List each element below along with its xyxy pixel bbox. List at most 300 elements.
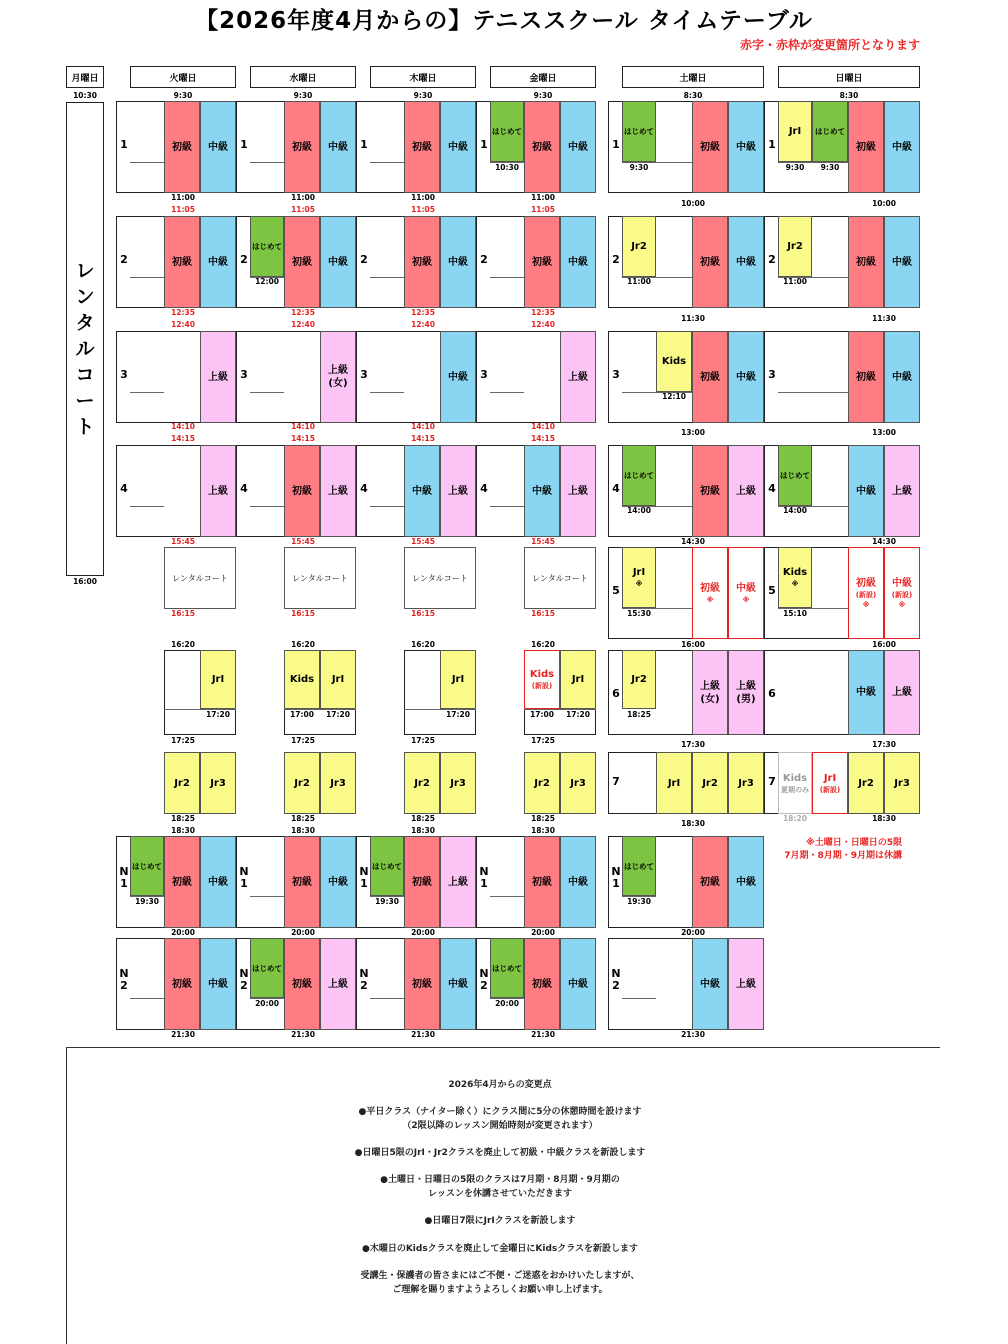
class-label: Jr2: [702, 777, 718, 789]
class-cell-rental: [164, 547, 236, 609]
class-cell-jr3: [884, 752, 920, 814]
time-label: 20:00: [171, 928, 195, 937]
class-label: 上級: [448, 876, 468, 888]
class-label: JrⅠ: [211, 674, 225, 685]
class-cell-sho: [524, 101, 560, 193]
class-label: 中級: [568, 876, 588, 888]
time-label: 15:10: [783, 609, 807, 618]
time-label: 16:20: [531, 640, 555, 649]
class-sublabel: ※: [898, 600, 906, 609]
class-cell-sho: [284, 836, 320, 928]
class-label: 中級: [328, 876, 348, 888]
class-label: 上級: [208, 485, 228, 497]
class-cell-kids: [778, 547, 812, 608]
class-cell-sho: [848, 547, 884, 639]
time-label: 20:00: [681, 928, 705, 937]
time-label: 14:00: [783, 506, 807, 515]
time-label: 18:25: [411, 814, 435, 823]
time-label: 12:40: [171, 320, 195, 329]
class-cell-jo: [560, 445, 596, 537]
class-label: 上級: [736, 485, 756, 497]
row-divider: [370, 392, 404, 393]
period-number: 4: [240, 482, 248, 495]
class-cell-beg: [778, 445, 812, 506]
time-label: 14:15: [411, 434, 435, 443]
period-number: N 1: [479, 865, 489, 890]
period-number: 2: [360, 253, 368, 266]
class-label: 上級 (男): [736, 680, 756, 705]
class-cell-chu: [884, 547, 920, 639]
class-label: 上級 (女): [328, 365, 348, 389]
class-sublabel: (新設): [855, 590, 877, 599]
class-cell-beg: [622, 445, 656, 506]
class-cell-jr2: [404, 752, 440, 814]
period-number: 4: [120, 482, 128, 495]
time-label: 18:30: [872, 814, 896, 823]
class-cell-chu: [320, 836, 356, 928]
class-cell-jo: [200, 445, 236, 537]
class-label: 初級: [532, 256, 552, 268]
class-cell-jr2: [284, 752, 320, 814]
time-label: 16:15: [411, 609, 435, 618]
class-label: はじめて: [492, 127, 522, 136]
class-label: 中級: [208, 978, 228, 990]
class-label: 中級: [568, 141, 588, 153]
row-divider: [370, 162, 404, 163]
period-number: 6: [612, 687, 620, 700]
time-label: 17:00: [530, 710, 554, 719]
time-label: 11:00: [531, 193, 555, 202]
time-label: 21:30: [681, 1030, 705, 1039]
class-cell-beg: [250, 938, 284, 998]
class-cell-sho: [404, 216, 440, 308]
class-cell-rental: [524, 547, 596, 609]
time-label: 20:00: [411, 928, 435, 937]
class-cell-jo: [200, 331, 236, 423]
time-label: 17:20: [446, 710, 470, 719]
notes-heading: 2026年4月からの変更点: [448, 1080, 552, 1090]
period-number: 1: [768, 138, 776, 151]
class-cell-jo: [728, 938, 764, 1030]
row-divider: [370, 998, 404, 999]
class-cell-beg: [490, 101, 524, 162]
class-cell-jr3: [320, 752, 356, 814]
class-label: Kids: [661, 356, 687, 367]
class-cell-beg: [622, 836, 656, 896]
class-sublabel: (新設): [531, 682, 553, 690]
class-label: 初級: [700, 485, 720, 497]
period-number: 3: [612, 368, 620, 381]
note-item: ●木曜日のKidsクラスを廃止して金曜日にKidsクラスを新設します: [361, 1244, 639, 1254]
class-cell-kids: [284, 650, 320, 709]
time-label: 16:20: [171, 640, 195, 649]
time-label: 12:35: [531, 308, 555, 317]
period-number: 3: [480, 368, 488, 381]
class-label: はじめて: [252, 242, 282, 251]
row-divider: [370, 277, 404, 278]
class-cell-jr2: [848, 752, 884, 814]
time-label: 14:15: [291, 434, 315, 443]
class-label: 中級: [856, 485, 876, 497]
class-cell-jr2: [778, 216, 812, 277]
period-number: N 2: [479, 967, 489, 992]
time-label: 17:25: [291, 736, 315, 745]
period-number: 1: [612, 138, 620, 151]
class-label: 初級: [412, 876, 432, 888]
time-label: 14:00: [627, 506, 651, 515]
class-cell-jr3: [728, 752, 764, 814]
time-label: 17:30: [872, 740, 896, 749]
class-cell-sho: [164, 216, 200, 308]
class-cell-chu: [728, 216, 764, 308]
side-note-line: 7月期・8月期・9月期は休講: [784, 851, 902, 861]
time-label: 19:30: [375, 897, 399, 906]
class-cell-beg: [370, 836, 404, 896]
class-label: はじめて: [815, 127, 845, 136]
row-divider: [250, 392, 284, 393]
row-divider: [250, 506, 284, 507]
period-number: N 1: [119, 865, 129, 890]
class-label: はじめて: [780, 471, 810, 480]
class-label: レンタルコート: [532, 573, 588, 583]
period-number: 7: [612, 775, 620, 788]
class-label: 中級: [328, 256, 348, 268]
time-label: 12:40: [411, 320, 435, 329]
time-label: 17:25: [411, 736, 435, 745]
class-cell-chu: [200, 938, 236, 1030]
note-item: ●平日クラス（ナイター除く）にクラス間に5分の休憩時間を設けます: [358, 1107, 642, 1117]
note-item: ●日曜日7限にJrⅠクラスを新設します: [424, 1216, 576, 1226]
class-cell-sho: [284, 938, 320, 1030]
class-label: 初級: [292, 141, 312, 153]
class-label: Kids: [289, 674, 315, 685]
class-label: JrⅠ: [667, 777, 681, 789]
class-cell-beg: [812, 101, 848, 162]
time-label: 18:25: [291, 814, 315, 823]
class-cell-jr1: [200, 650, 236, 709]
class-cell-jo: [320, 445, 356, 537]
class-cell-sho: [284, 216, 320, 308]
time-label: 14:15: [171, 434, 195, 443]
period-number: N 1: [359, 865, 369, 890]
time-label: 18:30: [171, 826, 195, 835]
period-number: 2: [240, 253, 248, 266]
class-cell-sho: [848, 331, 884, 423]
class-label: Jr2: [631, 674, 647, 685]
time-label: 12:35: [291, 308, 315, 317]
row-divider: [370, 506, 404, 507]
time-label: 21:30: [291, 1030, 315, 1039]
class-cell-chu: [884, 331, 920, 423]
header-tue: 火曜日: [130, 66, 236, 88]
period-number: N 1: [611, 865, 621, 890]
class-label: JrⅠ: [632, 567, 646, 578]
class-sublabel: ※: [791, 580, 799, 588]
class-cell-chu: [848, 650, 884, 735]
class-cell-jr2: [622, 216, 656, 277]
class-label: 上級: [892, 485, 912, 497]
period-number: 3: [240, 368, 248, 381]
time-label: 18:30: [411, 826, 435, 835]
time-label: 16:15: [171, 609, 195, 618]
class-sublabel: ※: [706, 595, 714, 604]
class-label: 中級: [448, 141, 468, 153]
class-cell-chu: [560, 216, 596, 308]
time-label: 11:00: [783, 277, 807, 286]
time-label: 14:10: [171, 422, 195, 431]
class-label: 上級: [328, 978, 348, 990]
class-label: はじめて: [132, 861, 162, 871]
time-label: 11:30: [681, 314, 705, 323]
class-cell-sho: [164, 836, 200, 928]
time-label: 11:05: [531, 205, 555, 214]
class-label: 上級 (女): [700, 680, 720, 705]
time-label: 8:30: [683, 91, 703, 100]
class-sublabel: ※: [635, 580, 643, 588]
class-label: 中級: [412, 485, 432, 497]
note-item: レッスンを休講させていただきます: [428, 1189, 572, 1199]
note-item: ご理解を賜りますようよろしくお願い申し上げます。: [392, 1285, 608, 1295]
time-label: 17:20: [326, 710, 350, 719]
class-label: 中級: [736, 256, 756, 268]
class-cell-jo-m: [728, 650, 764, 735]
row-divider: [490, 277, 524, 278]
class-cell-sho: [524, 938, 560, 1030]
time-label: 11:00: [171, 193, 195, 202]
class-label: 初級: [700, 141, 720, 153]
time-label: 10:30: [495, 163, 519, 172]
class-cell-chu: [404, 445, 440, 537]
time-label: 9:30: [820, 163, 840, 172]
class-cell-chu: [728, 331, 764, 423]
class-label: 中級: [208, 256, 228, 268]
class-cell-sho: [404, 938, 440, 1030]
class-label: 上級: [208, 371, 228, 383]
time-label: 9:30: [533, 91, 553, 100]
class-label: Jr3: [450, 777, 466, 789]
class-cell-chu: [848, 445, 884, 537]
class-label: Jr2: [534, 777, 550, 789]
period-number: 1: [120, 138, 128, 151]
time-label: 9:30: [785, 163, 805, 172]
row-divider: [490, 896, 524, 897]
class-label: 初級: [856, 141, 876, 153]
class-cell-sho: [692, 445, 728, 537]
class-label: 中級: [736, 141, 756, 153]
class-cell-kids: [778, 752, 812, 814]
class-cell-sho: [404, 836, 440, 928]
class-cell-jo: [440, 445, 476, 537]
time-label: 12:35: [411, 308, 435, 317]
class-cell-chu: [440, 331, 476, 423]
class-label: 初級: [412, 978, 432, 990]
time-label: 14:10: [291, 422, 315, 431]
period-number: N 1: [239, 865, 249, 890]
header-wed: 水曜日: [250, 66, 356, 88]
class-cell-jr2: [622, 650, 656, 709]
class-label: Kids: [782, 772, 808, 784]
header-monday: 月曜日: [66, 66, 104, 88]
class-label: 中級: [568, 978, 588, 990]
class-cell-jr1: [320, 650, 356, 709]
class-cell-chu: [728, 547, 764, 639]
class-cell-sho: [692, 101, 728, 193]
class-label: はじめて: [624, 471, 654, 480]
class-sublabel: ※: [742, 595, 750, 604]
class-label: 初級: [172, 141, 192, 153]
time-label: 18:25: [171, 814, 195, 823]
class-cell-chu: [524, 445, 560, 537]
time-label: 21:30: [171, 1030, 195, 1039]
class-label: Jr3: [894, 777, 910, 789]
time-label: 15:45: [531, 537, 555, 546]
time-label: 15:45: [291, 537, 315, 546]
class-label: JrⅠ: [331, 674, 345, 685]
class-label: 初級: [532, 978, 552, 990]
header-saturday: 土曜日: [622, 66, 764, 88]
time-label: 18:30: [531, 826, 555, 835]
time-label: 11:05: [171, 205, 195, 214]
class-cell-jo: [560, 331, 596, 423]
row-divider: [250, 896, 284, 897]
period-number: 1: [360, 138, 368, 151]
class-cell-beg: [490, 938, 524, 998]
row-divider: [622, 998, 656, 999]
time-label: 17:30: [681, 740, 705, 749]
class-label: 中級: [532, 485, 552, 497]
class-cell-chu: [692, 938, 728, 1030]
class-label: はじめて: [252, 963, 282, 973]
class-label: JrⅠ: [823, 772, 837, 784]
page-title: 【2026年度4月からの】テニススクール タイムテーブル: [195, 8, 813, 34]
class-cell-jo-f: [692, 650, 728, 735]
class-label: 初級: [172, 978, 192, 990]
time-label: 20:00: [495, 999, 519, 1008]
class-cell-sho: [524, 836, 560, 928]
class-label: Kids: [782, 567, 808, 578]
time-label: 14:30: [681, 537, 705, 546]
time-label: 14:15: [531, 434, 555, 443]
period-number: 7: [768, 775, 776, 788]
class-label: 中級: [736, 582, 756, 594]
time-label: 10:00: [681, 199, 705, 208]
time-label: 17:25: [531, 736, 555, 745]
class-label: 初級: [292, 876, 312, 888]
time-label: 14:30: [872, 537, 896, 546]
period-number: 2: [612, 253, 620, 266]
class-cell-kids: [524, 650, 560, 709]
class-label: 中級: [892, 141, 912, 153]
time-label: 12:10: [662, 392, 686, 401]
time-label: 20:00: [291, 928, 315, 937]
period-number: N 2: [119, 967, 129, 992]
period-number: 3: [768, 368, 776, 381]
class-cell-jo: [728, 445, 764, 537]
header-thu: 木曜日: [370, 66, 476, 88]
class-label: Jr3: [738, 777, 754, 789]
class-cell-sho: [284, 445, 320, 537]
change-notice: 赤字・赤枠が変更箇所となります: [739, 38, 920, 52]
period-number: 1: [480, 138, 488, 151]
note-item: ●日曜日5限のJrⅠ・Jr2クラスを廃止して初級・中級クラスを新設します: [354, 1148, 646, 1158]
class-label: レンタルコート: [292, 573, 348, 583]
class-label: Jr3: [330, 777, 346, 789]
class-cell-beg: [250, 216, 284, 277]
class-label: JrⅠ: [571, 674, 585, 685]
period-number: 4: [480, 482, 488, 495]
class-cell-rental: [284, 547, 356, 609]
period-number: 2: [120, 253, 128, 266]
time-label: 17:20: [206, 710, 230, 719]
class-cell-kids: [656, 331, 692, 392]
class-label: 中級: [448, 256, 468, 268]
time-label: 11:05: [411, 205, 435, 214]
class-label: 上級: [328, 485, 348, 497]
class-cell-chu: [200, 836, 236, 928]
class-label: 初級: [172, 876, 192, 888]
class-cell-chu: [884, 216, 920, 308]
class-label: 中級: [700, 978, 720, 990]
class-label: Kids: [529, 669, 555, 680]
class-cell-jo: [320, 938, 356, 1030]
class-cell-jr3: [200, 752, 236, 814]
class-cell-sho: [692, 836, 728, 928]
class-cell-jr1: [440, 650, 476, 709]
header-sunday: 日曜日: [778, 66, 920, 88]
period-number: 3: [120, 368, 128, 381]
class-label: Jr3: [570, 777, 586, 789]
class-cell-chu: [728, 101, 764, 193]
time-label: 11:00: [411, 193, 435, 202]
period-number: 1: [240, 138, 248, 151]
class-label: Jr2: [858, 777, 874, 789]
row-divider: [130, 277, 164, 278]
time-label: 15:45: [171, 537, 195, 546]
class-label: レンタルコート: [412, 573, 468, 583]
time-label: 17:25: [171, 736, 195, 745]
time-label: 12:40: [291, 320, 315, 329]
class-label: はじめて: [492, 963, 522, 973]
time-label: 16:15: [291, 609, 315, 618]
class-label: 初級: [700, 371, 720, 383]
time-label: 10:00: [872, 199, 896, 208]
period-number: N 2: [611, 967, 621, 992]
header-fri: 金曜日: [490, 66, 596, 88]
class-label: 中級: [736, 876, 756, 888]
row-divider: [490, 392, 524, 393]
time-label: 19:30: [627, 897, 651, 906]
time-label: 16:20: [411, 640, 435, 649]
period-number: 2: [768, 253, 776, 266]
monday-rental-label: レ ン タ ル コ ー ト: [75, 260, 95, 438]
row-divider: [130, 392, 164, 393]
class-label: 初級: [856, 371, 876, 383]
class-cell-sho: [692, 331, 728, 423]
time-label: 11:00: [627, 277, 651, 286]
class-label: 中級: [448, 978, 468, 990]
period-number: 2: [480, 253, 488, 266]
class-label: 初級: [292, 256, 312, 268]
period-number: 4: [612, 482, 620, 495]
class-label: はじめて: [624, 861, 654, 871]
time-label: 18:30: [291, 826, 315, 835]
time-label: 12:35: [171, 308, 195, 317]
time-label: 14:10: [531, 422, 555, 431]
time-label: 17:20: [566, 710, 590, 719]
side-note-line: ※土曜日・日曜日の5限: [805, 838, 902, 848]
class-label: Jr2: [631, 241, 647, 252]
class-label: 初級: [700, 256, 720, 268]
